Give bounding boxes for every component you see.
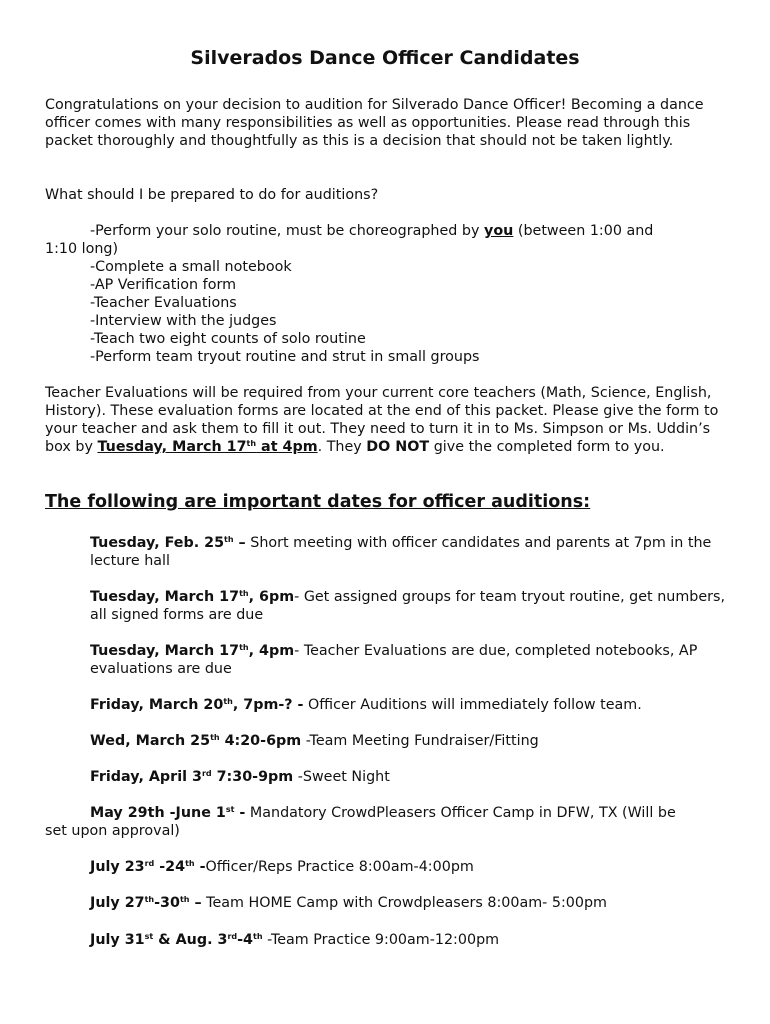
date-item: Wed, March 25th 4:20-6pm -Team Meeting Fundraiser/Fitting <box>90 733 539 749</box>
prep-item: -Teach two eight counts of solo routine <box>90 331 366 347</box>
date-item: Tuesday, March 17th, 6pm- Get assigned groups for team tryout routine, get numbers, all signed forms are due <box>90 589 725 623</box>
date-item: Tuesday, Feb. 25th – Short meeting with officer candidates and parents at 7pm in the lecture hall <box>90 535 712 569</box>
prep-item: -AP Verification form <box>90 277 236 293</box>
evaluation-deadline: Tuesday, March 17th at 4pm <box>97 439 318 455</box>
prep-item-continued: 1:10 long) <box>45 241 119 257</box>
intro-paragraph: Congratulations on your decision to audition for Silverado Dance Officer! Becoming a dance officer comes with many responsibilities as well as opportunities. Please read through this packet thoroughly and thoughtfully as this is a decision that should not be taken lightly. <box>45 97 704 149</box>
dates-heading: The following are important dates for officer auditions: <box>45 492 591 512</box>
date-item: Tuesday, March 17th, 4pm- Teacher Evaluations are due, completed notebooks, AP evaluations are due <box>90 643 698 677</box>
date-item: July 27th-30th – Team HOME Camp with Crowdpleasers 8:00am- 5:00pm <box>90 895 607 911</box>
emphasis-you: you <box>484 223 514 239</box>
date-item-continued: set upon approval) <box>45 823 180 839</box>
prep-item: -Teacher Evaluations <box>90 295 237 311</box>
page-title: Silverados Dance Officer Candidates <box>190 47 580 69</box>
prep-item: -Complete a small notebook <box>90 259 292 275</box>
date-item: July 31st & Aug. 3rd-4th -Team Practice 9:00am-12:00pm <box>90 932 500 948</box>
prepare-question: What should I be prepared to do for auditions? <box>45 187 379 203</box>
do-not-emphasis: DO NOT <box>366 439 430 455</box>
date-item: May 29th -June 1st - Mandatory CrowdPleasers Officer Camp in DFW, TX (Will be <box>90 805 676 821</box>
date-item: July 23rd -24th -Officer/Reps Practice 8:00am-4:00pm <box>90 859 474 875</box>
prep-item: -Perform team tryout routine and strut in small groups <box>90 349 480 365</box>
date-item: Friday, March 20th, 7pm-? - Officer Auditions will immediately follow team. <box>90 697 642 713</box>
date-item: Friday, April 3rd 7:30-9pm -Sweet Night <box>90 769 390 785</box>
prep-item: -Perform your solo routine, must be choreographed by you (between 1:00 and <box>90 223 654 239</box>
teacher-evaluation-paragraph: Teacher Evaluations will be required from your current core teachers (Math, Science, English, History). These evaluation forms are located at the end of this packet. Please give the form to your teacher and ask them to fill it out. They need to turn it in to Ms. Simpson or Ms. Uddin’s box by Tuesday, March 17th at 4pm. They DO NOT give the completed form to you. <box>45 385 719 455</box>
prep-item: -Interview with the judges <box>90 313 277 329</box>
